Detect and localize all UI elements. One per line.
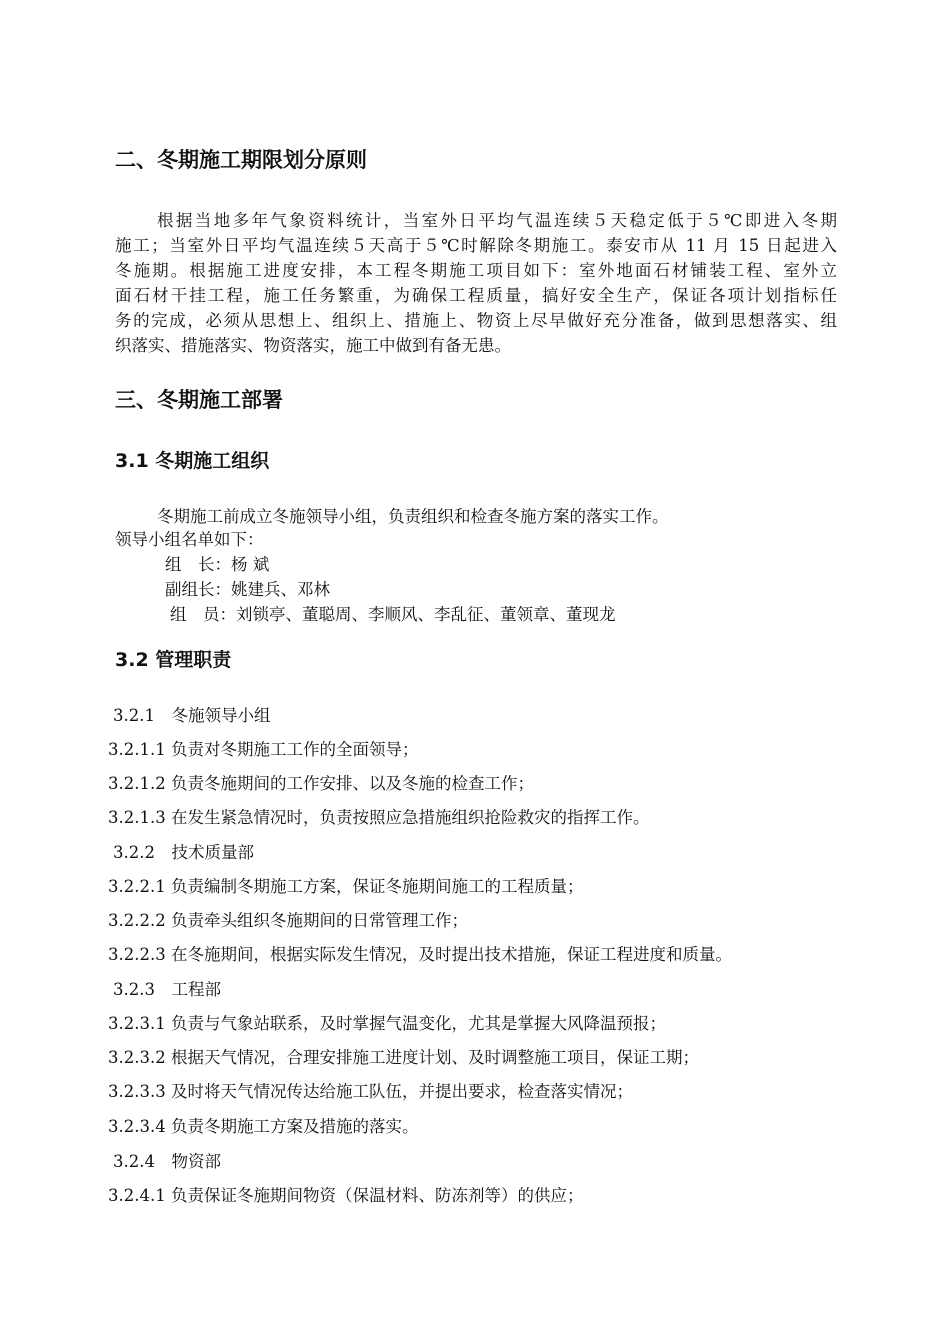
organization-intro: 冬期施工前成立冬施领导小组，负责组织和检查冬施方案的落实工作。 xyxy=(157,507,669,526)
duty-subheading: 3.2.2 技术质量部 xyxy=(113,843,254,862)
vice-group-leader: 副组长：姚建兵、邓林 xyxy=(165,580,330,599)
paragraph-line: 面石材干挂工程，施工任务繁重，为确保工程质量，搞好安全生产，保证各项计划指标任 xyxy=(115,286,837,305)
duty-item: 3.2.3.2 根据天气情况，合理安排施工进度计划、及时调整施工项目，保证工期； xyxy=(108,1048,699,1067)
duty-item: 3.2.1.2 负责冬施期间的工作安排、以及冬施的检查工作； xyxy=(108,774,534,793)
duty-item: 3.2.3.4 负责冬期施工方案及措施的落实。 xyxy=(108,1117,419,1136)
duty-item: 3.2.1.3 在发生紧急情况时，负责按照应急措施组织抢险救灾的指挥工作。 xyxy=(108,808,650,827)
paragraph-line: 施工；当室外日平均气温连续５天高于５℃时解除冬期施工。泰安市从 11 月 15 日起进入 xyxy=(115,236,837,255)
paragraph-line: 务的完成，必须从思想上、组织上、措施上、物资上尽早做好充分准备，做到思想落实、组 xyxy=(115,311,837,330)
duty-item: 3.2.2.1 负责编制冬期施工方案，保证冬施期间施工的工程质量； xyxy=(108,877,584,896)
section-3-1-heading: 3.1 冬期施工组织 xyxy=(115,450,270,472)
duty-subheading: 3.2.4 物资部 xyxy=(113,1152,221,1171)
leader-list-label: 领导小组名单如下： xyxy=(115,530,264,549)
section-3-heading: 三、冬期施工部署 xyxy=(115,388,283,412)
group-leader: 组 长：杨 斌 xyxy=(165,555,270,574)
duty-item: 3.2.4.1 负责保证冬施期间物资（保温材料、防冻剂等）的供应； xyxy=(108,1186,584,1205)
section-2-heading: 二、冬期施工期限划分原则 xyxy=(115,148,367,172)
duty-item: 3.2.2.3 在冬施期间，根据实际发生情况，及时提出技术措施，保证工程进度和质量。 xyxy=(108,945,732,964)
section-3-2-heading: 3.2 管理职责 xyxy=(115,649,232,671)
duty-item: 3.2.3.3 及时将天气情况传达给施工队伍，并提出要求，检查落实情况； xyxy=(108,1082,633,1101)
section-2-paragraph xyxy=(115,208,837,358)
duty-item: 3.2.1.1 负责对冬期施工工作的全面领导； xyxy=(108,740,419,759)
duty-subheading: 3.2.1 冬施领导小组 xyxy=(113,706,271,725)
paragraph-line: 冬施期。根据施工进度安排，本工程冬期施工项目如下：室外地面石材铺装工程、室外立 xyxy=(115,261,837,280)
paragraph-line: 根据当地多年气象资料统计，当室外日平均气温连续５天稳定低于５℃即进入冬期 xyxy=(157,211,837,230)
duty-subheading: 3.2.3 工程部 xyxy=(113,980,221,999)
duty-item: 3.2.2.2 负责牵头组织冬施期间的日常管理工作； xyxy=(108,911,468,930)
duty-item: 3.2.3.1 负责与气象站联系，及时掌握气温变化，尤其是掌握大风降温预报； xyxy=(108,1014,666,1033)
paragraph-line: 织落实、措施落实、物资落实，施工中做到有备无患。 xyxy=(115,336,511,355)
group-members: 组 员：刘锁亭、董聪周、李顺风、李乱征、董领章、董现龙 xyxy=(170,605,616,624)
